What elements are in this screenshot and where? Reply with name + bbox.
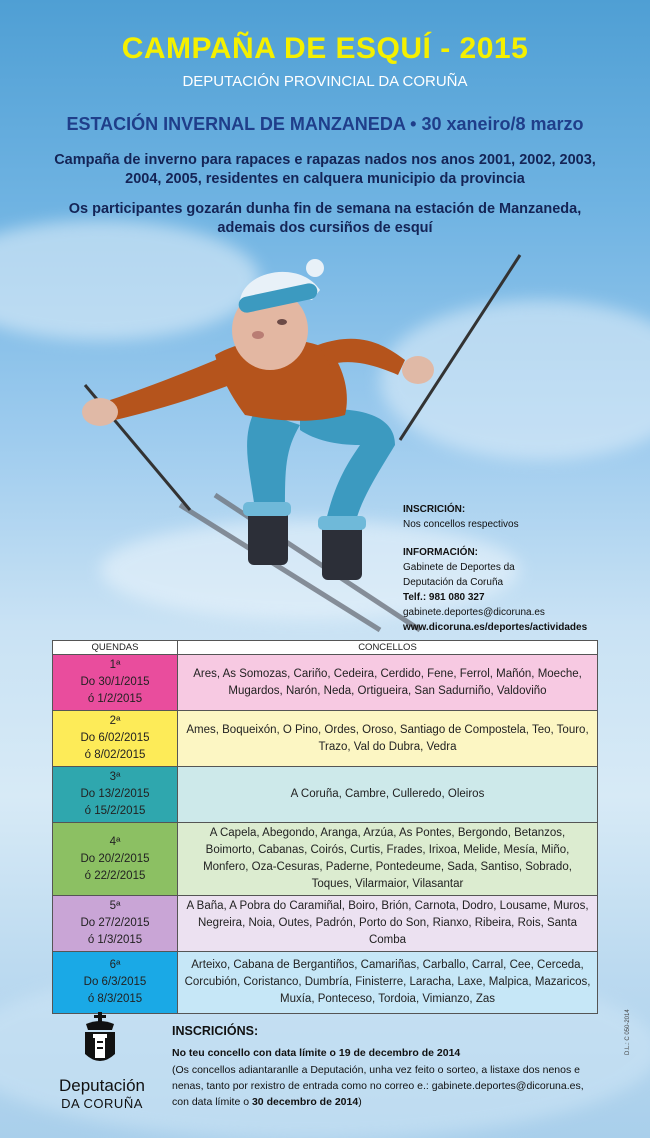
shift-number: 6ª [109,959,121,971]
note-suffix: ) [358,1096,362,1108]
table-row [53,655,598,711]
inscription-label: INSCRICIÓN: [403,504,466,515]
deadline-text: No teu concello con data límite o 19 de decembro de 2014 [172,1047,461,1059]
shift-number: 4ª [109,835,121,848]
website-link[interactable]: www.dicoruna.es/deportes/actividades [403,622,588,633]
table-row [53,711,598,767]
shift-number: 5ª [109,900,121,912]
information-line: Deputación da Coruña [403,577,504,588]
councils-cell: A Coruña, Cambre, Culleredo, Oleiros [178,767,598,823]
organization-subtitle: DEPUTACIÓN PROVINCIAL DA CORUÑA [182,73,468,90]
councils-cell: Arteixo, Cabana de Bergantiños, Camariñas, Carballo, Carral, Cee, Cerceda, Corcubión, Coristanco, Dumbría, Finisterre, Laracha, Laxe, Malpica, Mazaricos, Muxía, Ponteceso, Tordoia, Vimianzo, Zas [178,952,598,1014]
shift-date: Do 20/2/2015 [80,852,150,865]
shift-cell [53,767,178,823]
note-line: nenas, tanto por rexistro de entrada como no correo e.: gabinete.deportes@dicoruna.es, [172,1080,584,1092]
table-row [53,952,598,1014]
shift-number: 3ª [109,771,121,783]
shift-date: ó 1/2/2015 [87,693,143,705]
shift-cell [53,823,178,896]
legal-deposit: D.L.: C 050-2014 [625,1009,631,1055]
shift-date: ó 15/2/2015 [84,805,146,817]
shift-cell [53,655,178,711]
information-label: INFORMACIÓN: [403,547,478,558]
skier-illustration [0,240,650,640]
councils-cell: Ares, As Somozas, Cariño, Cedeira, Cerdido, Fene, Ferrol, Mañón, Moeche, Mugardos, Narón, Neda, Ortigueira, San Sadurniño, Valdoviño [178,655,598,711]
inscription-text: Nos concellos respectivos [403,519,519,530]
note-line: (Os concellos adiantaranlle a Deputación, unha vez feito o sorteo, a listaxe dos nenos e [172,1064,580,1076]
shift-number: 1ª [109,659,121,671]
intro-line: Os participantes gozarán dunha fin de semana na estación de Manzaneda, [68,201,582,217]
logo-text-secondary: DA CORUÑA [61,1096,143,1111]
email-link[interactable]: gabinete.deportes@dicoruna.es [403,607,545,618]
shift-date: Do 30/1/2015 [80,676,150,688]
councils-cell: Ames, Boqueixón, O Pino, Ordes, Oroso, Santiago de Compostela, Teo, Touro, Trazo, Val do Dubra, Vedra [178,711,598,767]
table-header-row [53,641,598,655]
note-prefix: con data límite o [172,1096,250,1108]
shift-date: Do 13/2/2015 [80,788,150,800]
intro-line: Campaña de inverno para rapaces e rapazas nados nos anos 2001, 2002, 2003, [54,152,596,168]
poster-title: CAMPAÑA DE ESQUÍ - 2015 [121,32,529,65]
shift-date: Do 6/02/2015 [80,732,150,744]
shift-date: Do 6/3/2015 [83,976,147,988]
intro-line: ademais dos cursiños de esquí [217,220,433,236]
councils-cell: A Baña, A Pobra do Caramiñal, Boiro, Brión, Carnota, Dodro, Lousame, Muros, Negreira, Noia, Outes, Padrón, Porto do Son, Rianxo, Ribeira, Rois, Santa Comba [178,896,598,952]
final-deadline: 30 decembro de 2014 [251,1096,359,1108]
shifts-table [52,640,598,1014]
table-row [53,896,598,952]
shift-cell [53,952,178,1014]
phone-number: Telf.: 981 080 327 [403,592,485,603]
station-heading: ESTACIÓN INVERNAL DE MANZANEDA • 30 xaneiro/8 marzo [66,114,584,134]
councils-cell: A Capela, Abegondo, Aranga, Arzúa, As Pontes, Bergondo, Betanzos, Boimorto, Cabanas, Coirós, Curtis, Frades, Irixoa, Melide, Mesía, Miño, Monfero, Oza-Cesuras, Paderne, Pontedeume, Sada, Santiso, Sobrado, Toques, Vilarmaior, Vilasantar [178,823,598,896]
deputacion-crest-logo [80,1010,120,1070]
logo-text-primary: Deputación [58,1076,145,1095]
shift-date: ó 8/3/2015 [87,993,143,1005]
column-header-councils: CONCELLOS [178,641,598,655]
inscriptions-title: INSCRICIÓNS: [172,1024,259,1038]
intro-line: 2004, 2005, residentes en calquera municipio da provincia [125,171,525,187]
shift-date: ó 1/3/2015 [87,934,143,946]
shift-date: ó 8/02/2015 [84,749,146,761]
note-line-final [172,1094,612,1110]
shift-number: 2ª [109,715,121,727]
shift-cell [53,711,178,767]
shift-cell [53,896,178,952]
table-row [53,823,598,896]
column-header-shifts: QUENDAS [53,641,178,655]
shift-date: Do 27/2/2015 [80,917,150,929]
information-line: Gabinete de Deportes da [403,562,515,573]
shift-date: ó 22/2/2015 [84,869,146,882]
table-row [53,767,598,823]
